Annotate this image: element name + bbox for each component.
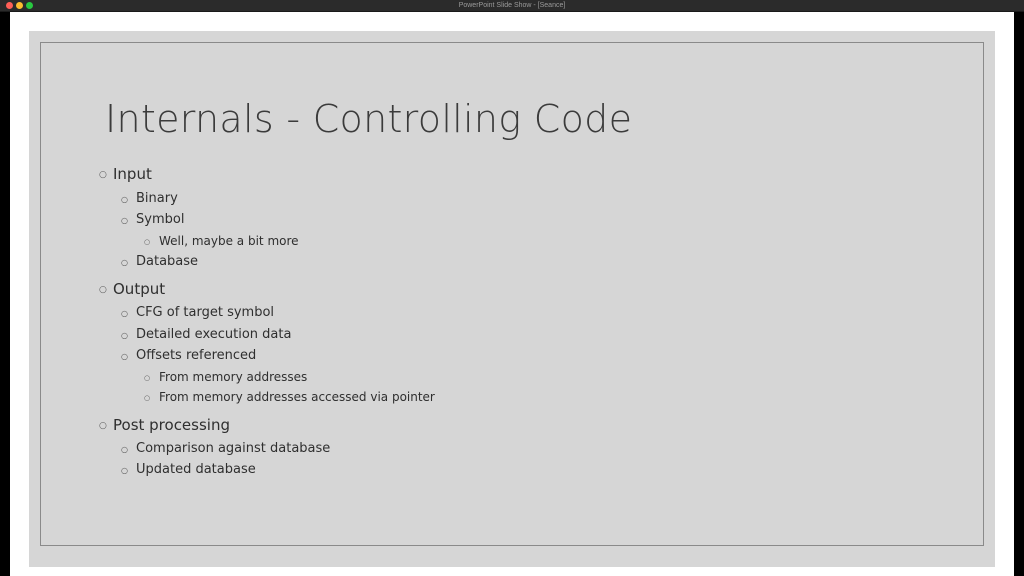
bullet-circle-icon: ○ (121, 309, 128, 318)
bullet-circle-icon: ○ (99, 170, 107, 180)
slide[interactable] (29, 31, 995, 567)
bullet-cfg (121, 305, 275, 320)
bullet-circle-icon: ○ (121, 216, 128, 225)
bullet-text: Output (113, 280, 166, 298)
slide-title: Internals - Controlling Code (105, 97, 633, 141)
bullet-circle-icon: ○ (121, 258, 128, 267)
bullet-text: Binary (136, 191, 178, 206)
bullet-text: Database (136, 254, 199, 269)
bullet-text: CFG of target symbol (136, 305, 275, 320)
bullet-updated (121, 462, 256, 477)
bullet-text: Well, maybe a bit more (159, 234, 299, 248)
bullet-from-memory-pointer (144, 390, 435, 404)
bullet-circle-icon: ○ (121, 352, 128, 361)
bullet-text: From memory addresses accessed via pointer (159, 390, 435, 404)
bullet-circle-icon: ○ (144, 374, 151, 382)
bullet-output (99, 280, 166, 298)
bullet-post-processing (99, 416, 230, 434)
bullet-text: Updated database (136, 462, 256, 477)
bullet-circle-icon: ○ (99, 285, 107, 295)
bullet-circle-icon: ○ (144, 394, 151, 402)
bullet-text: From memory addresses (159, 370, 308, 384)
slideshow-stage (10, 12, 1014, 576)
bullet-circle-icon: ○ (99, 421, 107, 431)
bullet-database (121, 254, 199, 269)
bullet-circle-icon: ○ (121, 445, 128, 454)
bullet-circle-icon: ○ (121, 331, 128, 340)
bullet-circle-icon: ○ (144, 238, 151, 246)
bullet-binary (121, 191, 178, 206)
bullet-offsets (121, 348, 257, 363)
bullet-circle-icon: ○ (121, 466, 128, 475)
title-bar (0, 0, 1024, 12)
bullet-text: Detailed execution data (136, 327, 292, 342)
bullet-text: Comparison against database (136, 441, 331, 456)
bullet-text: Input (113, 165, 152, 183)
bullet-symbol (121, 212, 185, 227)
bullet-from-memory (144, 370, 308, 384)
bullet-comparison (121, 441, 331, 456)
bullet-text: Post processing (113, 416, 230, 434)
bullet-circle-icon: ○ (121, 195, 128, 204)
window-title: PowerPoint Slide Show - [Seance] (458, 2, 566, 9)
bullet-text: Offsets referenced (136, 348, 257, 363)
bullet-input (99, 165, 152, 183)
bullet-text: Symbol (136, 212, 185, 227)
bullet-well-maybe (144, 234, 299, 248)
bullet-detailed (121, 327, 292, 342)
